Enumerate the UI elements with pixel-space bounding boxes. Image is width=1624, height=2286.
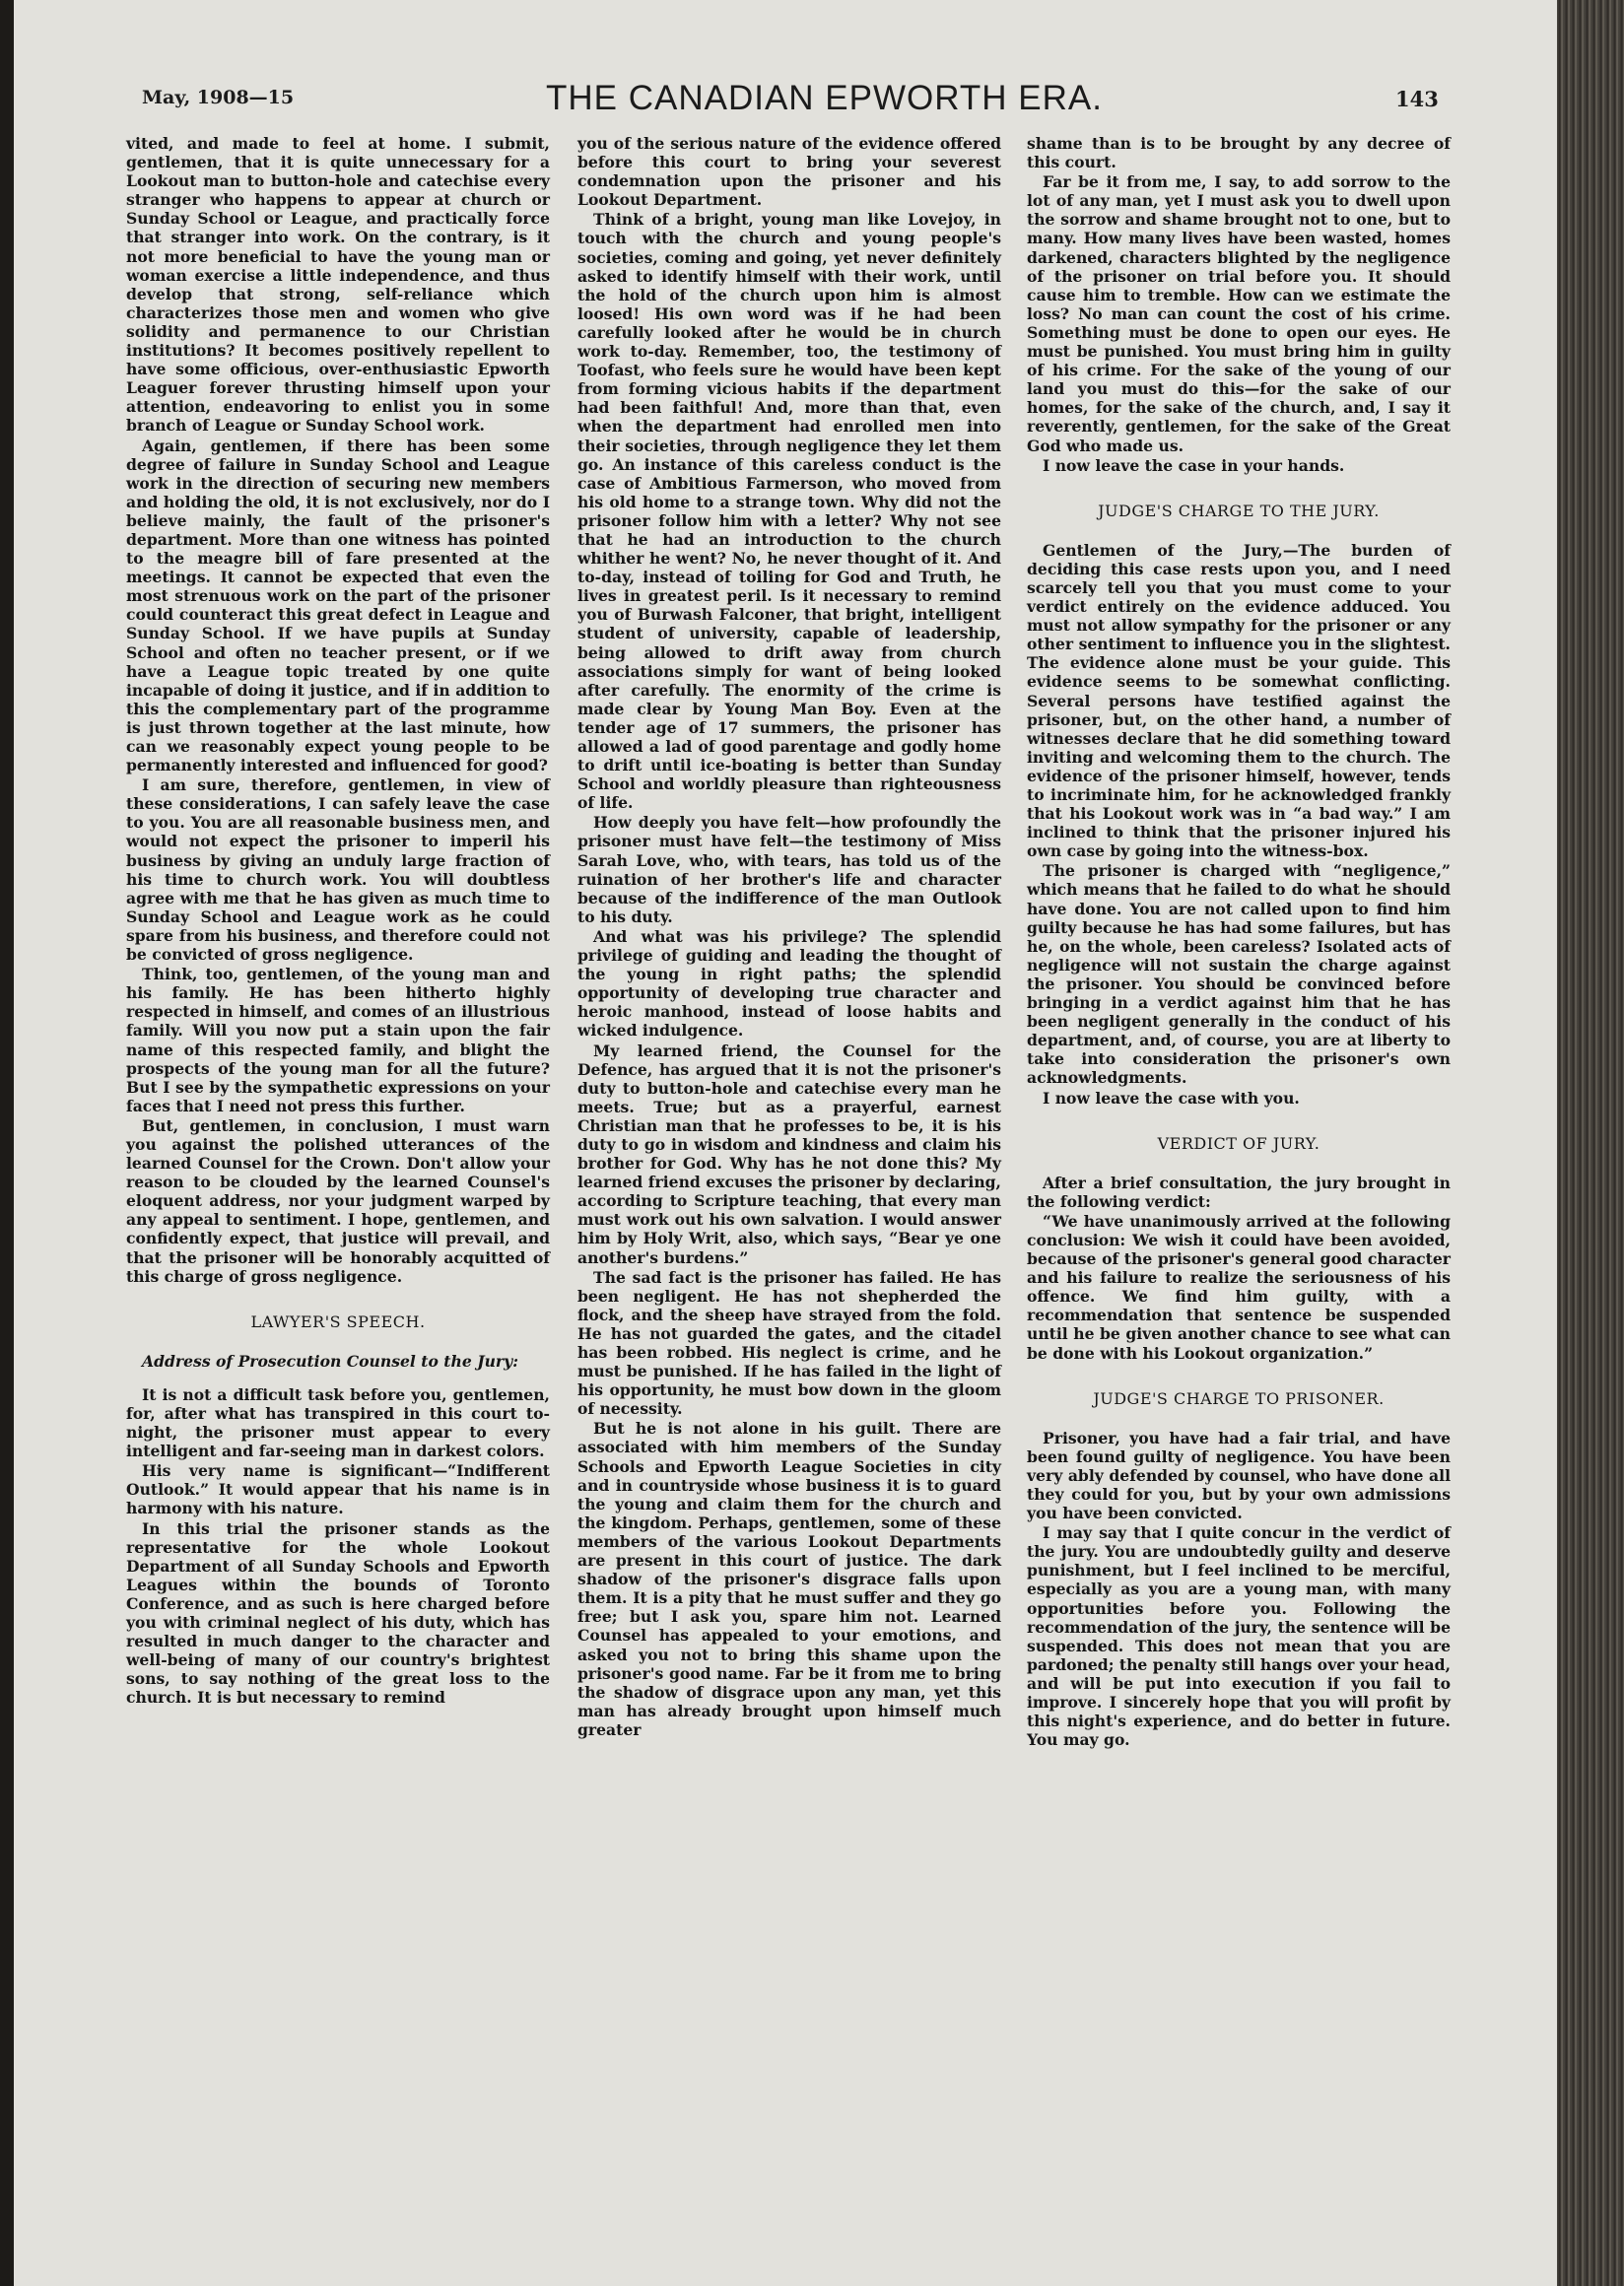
paragraph: “We have unanimously arrived at the following conclusion: We wish it could have been avoided, because of the prisoner's general good character and his failure to realize the seriousness of his offence. We find him guilty, with a recommendation that sentence be suspended until he be given another chance to see what can be done with his Lookout organization.” [1027, 1211, 1451, 1363]
paragraph: vited, and made to feel at home. I submit, gentlemen, that it is quite unnecessary for a Lookout man to button-hole and catechise every stranger who happens to appear at church or Sunday School or League, and practically force that stranger into work. On the contrary, is it not more beneficial to have the young man or woman exercise a little independence, and thus develop that strong, self-reliance which characterizes those men and women who give solidity and permanence to our Christian institutions? It becomes positively repellent to have some officious, over-enthusiastic Epworth Leaguer forever thrusting himself upon your attention, endeavoring to enlist you in some branch of League or Sunday School work. [126, 134, 550, 436]
paragraph: Far be it from me, I say, to add sorrow to the lot of any man, yet I must ask you to dwell upon the sorrow and shame brought not to one, but to many. How many lives have been wasted, homes darkened, characters blighted by the negligence of the prisoner on trial before you. It should cause him to tremble. How can we estimate the loss? No man can count the cost of his crime. Something must be done to open our eyes. He must be punished. You must bring him in guilty of his crime. For the sake of the young of our land you must do this—for the sake of our homes, for the sake of the church, and, I say it reverently, gentlemen, for the sake of the Great God who made us. [1027, 172, 1451, 455]
issue-date: May, 1908—15 [142, 87, 295, 108]
paragraph: Think, too, gentlemen, of the young man and his family. He has been hitherto highly respected in himself, and comes of an illustrious family. Will you now put a stain upon the fair name of this respected family, and blight the prospects of the young man for all the future? But I see by the sympathetic expressions on your faces that I need not press this further. [126, 965, 550, 1115]
paragraph: And what was his privilege? The splendid privilege of guiding and leading the thought of the young in right paths; the splendid opportunity of developing true character and heroic manhood, instead of loose habits and wicked indulgence. [577, 926, 1001, 1041]
section-heading-judges-charge-to-prisoner: JUDGE'S CHARGE TO PRISONER. [1093, 1388, 1385, 1408]
paragraph: In this trial the prisoner stands as the representative for the whole Lookout Department of all Sunday Schools and Epworth Leagues within the bounds of Toronto Conference, and as such is here charged before you with criminal neglect of his duty, which has resulted in much danger to the character and well-being of many of our country's brightest sons, to say nothing of the great loss to the church. It is but necessary to remind [126, 1518, 550, 1708]
running-header [14, 79, 1557, 122]
paragraph: How deeply you have felt—how profoundly the prisoner must have felt—the testimony of Miss Sarah Love, who, with tears, has told us of the ruination of her brother's life and character because of the indifference of the man Outlook to his duty. [577, 813, 1001, 926]
paragraph: His very name is significant—“Indifferent Outlook.” It would appear that his name is in harmony with his nature. [126, 1461, 550, 1518]
paragraph: shame than is to be brought by any decree of this court. [1027, 134, 1451, 172]
paragraph: I now leave the case with you. [1043, 1088, 1300, 1108]
paragraph: But he is not alone in his guilt. There are associated with him members of the Sunday Schools and Epworth League Societies in city and in countryside whose business it is to guard the young and claim them for the church and the kingdom. Perhaps, gentlemen, some of these members of the various Lookout Departments are present in this court of justice. The dark shadow of the prisoner's disgrace falls upon them. It is a pity that he must suffer and they go free; but I ask you, spare him not. Learned Counsel has appealed to your emotions, and asked you not to bring this shame upon the prisoner's good name. Far be it from me to bring the shadow of disgrace upon any man, yet this man has already brought upon himself much greater [577, 1419, 1001, 1739]
paragraph: Prisoner, you have had a fair trial, and have been found guilty of negligence. You have been very ably defended by counsel, who have done all they could for you, but by your own admissions you have been convicted. [1027, 1428, 1451, 1523]
section-heading-judges-charge-to-jury: JUDGE'S CHARGE TO THE JURY. [1098, 501, 1380, 520]
paragraph: Gentlemen of the Jury,—The burden of deciding this case rests upon you, and I need scarcely tell you that you must come to your verdict entirely on the evidence adduced. You must not allow sympathy for the prisoner or any other sentiment to influence you in the slightest. The evidence alone must be your guide. This evidence seems to be somewhat conflicting. Several persons have testified against the prisoner, but, on the other hand, a number of witnesses declare that he did something toward inviting and welcoming them to the church. The evidence of the prisoner himself, however, tends to incriminate him, for he acknowledged frankly that his Lookout work was in “a bad way.” I am inclined to think that the prisoner injured his own case by going into the witness-box. [1027, 540, 1451, 861]
paragraph: My learned friend, the Counsel for the Defence, has argued that it is not the prisoner's duty to button-hole and catechise every man he meets. True; but as a prayerful, earnest Christian man that he professes to be, it is his duty to go in wisdom and kindness and claim his brother for God. Why has he not done this? My learned friend excuses the prisoner by declaring, according to Scripture teaching, that every man must work out his own salvation. I would answer him by Holy Writ, also, which says, “Bear ye one another's burdens.” [577, 1041, 1001, 1267]
section-heading-verdict-of-jury: VERDICT OF JURY. [1157, 1133, 1320, 1153]
paragraph: After a brief consultation, the jury brought in the following verdict: [1027, 1173, 1451, 1211]
paragraph: Again, gentlemen, if there has been some degree of failure in Sunday School and League work in the direction of securing new members and holding the old, it is not exclusively, nor do I believe mainly, the fault of the prisoner's department. More than one witness has pointed to the meagre bill of fare presented at the meetings. It cannot be expected that even the most strenuous work on the part of the prisoner could counteract this great defect in League and Sunday School. If we have pupils at Sunday School and often no teacher present, or if we have a League topic treated by one quite incapable of doing it justice, and if in addition to this the complementary part of the programme is just thrown together at the last minute, how can we reasonably expect young people to be permanently interested and influenced for good? [126, 436, 550, 775]
column-1 [126, 134, 550, 1709]
paragraph: But, gentlemen, in conclusion, I must warn you against the polished utterances of the learned Counsel for the Crown. Don't allow your reason to be clouded by the learned Counsel's eloquent address, nor your judgment warped by any appeal to sentiment. I hope, gentlemen, and confidently expect, that justice will prevail, and that the prisoner will be honorably acquitted of this charge of gross negligence. [126, 1115, 550, 1286]
paragraph: The prisoner is charged with “negligence,” which means that he failed to do what he should have done. You are not called upon to find him guilty because he has had some failures, but has he, on the whole, been careless? Isolated acts of negligence will not sustain the charge against the prisoner. You should be convinced before bringing in a verdict against him that he has been negligent generally in the conduct of his department, and, of course, you are at liberty to take into consideration the prisoner's own acknowledgments. [1027, 861, 1451, 1088]
paragraph: you of the serious nature of the evidence offered before this court to bring your severest condemnation upon the prisoner and his Lookout Department. [577, 134, 1001, 210]
section-subheading: Address of Prosecution Counsel to the Jury: [142, 1351, 518, 1371]
magazine-title: THE CANADIAN EPWORTH ERA. [546, 79, 1103, 117]
paragraph: The sad fact is the prisoner has failed. He has been negligent. He has not shepherded the flock, and the sheep have strayed from the fold. He has not guarded the gates, and the citadel has been robbed. His neglect is crime, and he must be punished. If he has failed in the light of his opportunity, he must bow down in the gloom of necessity. [577, 1267, 1001, 1419]
paragraph: I now leave the case in your hands. [1043, 455, 1345, 475]
book-page-edges [1557, 0, 1624, 2286]
section-heading-lawyers-speech: LAWYER'S SPEECH. [250, 1311, 426, 1331]
paragraph: I am sure, therefore, gentlemen, in view of these considerations, I can safely leave the case to you. You are all reasonable business men, and would not expect the prisoner to imperil his business by giving an unduly large fraction of his time to church work. You will doubtless agree with me that he has given as much time to Sunday School and League work as he could spare from his business, and therefore could not be convicted of gross negligence. [126, 775, 550, 965]
paragraph: Think of a bright, young man like Lovejoy, in touch with the church and young people's societies, coming and going, yet never definitely asked to identify himself with their work, until the hold of the church upon him is almost loosed! His own word was if he had been carefully looked after he would be in church work to-day. Remember, too, the testimony of Toofast, who feels sure he would have been kept from forming vicious habits if the department had been faithful! And, more than that, even when the department had enrolled men into their societies, through negligence they let them go. An instance of this careless conduct is the case of Ambitious Farmerson, who moved from his old home to a strange town. Why did not the prisoner follow him with a letter? Why not see that he had an introduction to the church whither he went? No, he never thought of it. And to-day, instead of toiling for God and Truth, he lives in greatest peril. Is it necessary to remind you of Burwash Falconer, that bright, intelligent student of university, capable of leadership, being allowed to drift away from church associations simply for want of being looked after carefully. The enormity of the crime is made clear by Young Man Boy. Even at the tender age of 17 summers, the prisoner has allowed a lad of good parentage and godly home to drift until ice-boating is better than Sunday School and worldly pleasure than righteousness of life. [577, 210, 1001, 813]
page-sheet [14, 0, 1557, 2286]
paragraph: It is not a difficult task before you, gentlemen, for, after what has transpired in this court to-night, the prisoner must appear to every intelligent and far-seeing man in darkest colors. [126, 1384, 550, 1461]
page-number: 143 [1395, 87, 1439, 111]
column-2 [577, 134, 1001, 1740]
paragraph: I may say that I quite concur in the verdict of the jury. You are undoubtedly guilty and deserve punishment, but I feel inclined to be merciful, especially as you are a young man, with many opportunities before you. Following the recommendation of the jury, the sentence will be suspended. This does not mean that you are pardoned; the penalty still hangs over your head, and will be put into execution if you fail to improve. I sincerely hope that you will profit by this night's experience, and do better in future. You may go. [1027, 1523, 1451, 1750]
column-3 [1027, 134, 1451, 1750]
